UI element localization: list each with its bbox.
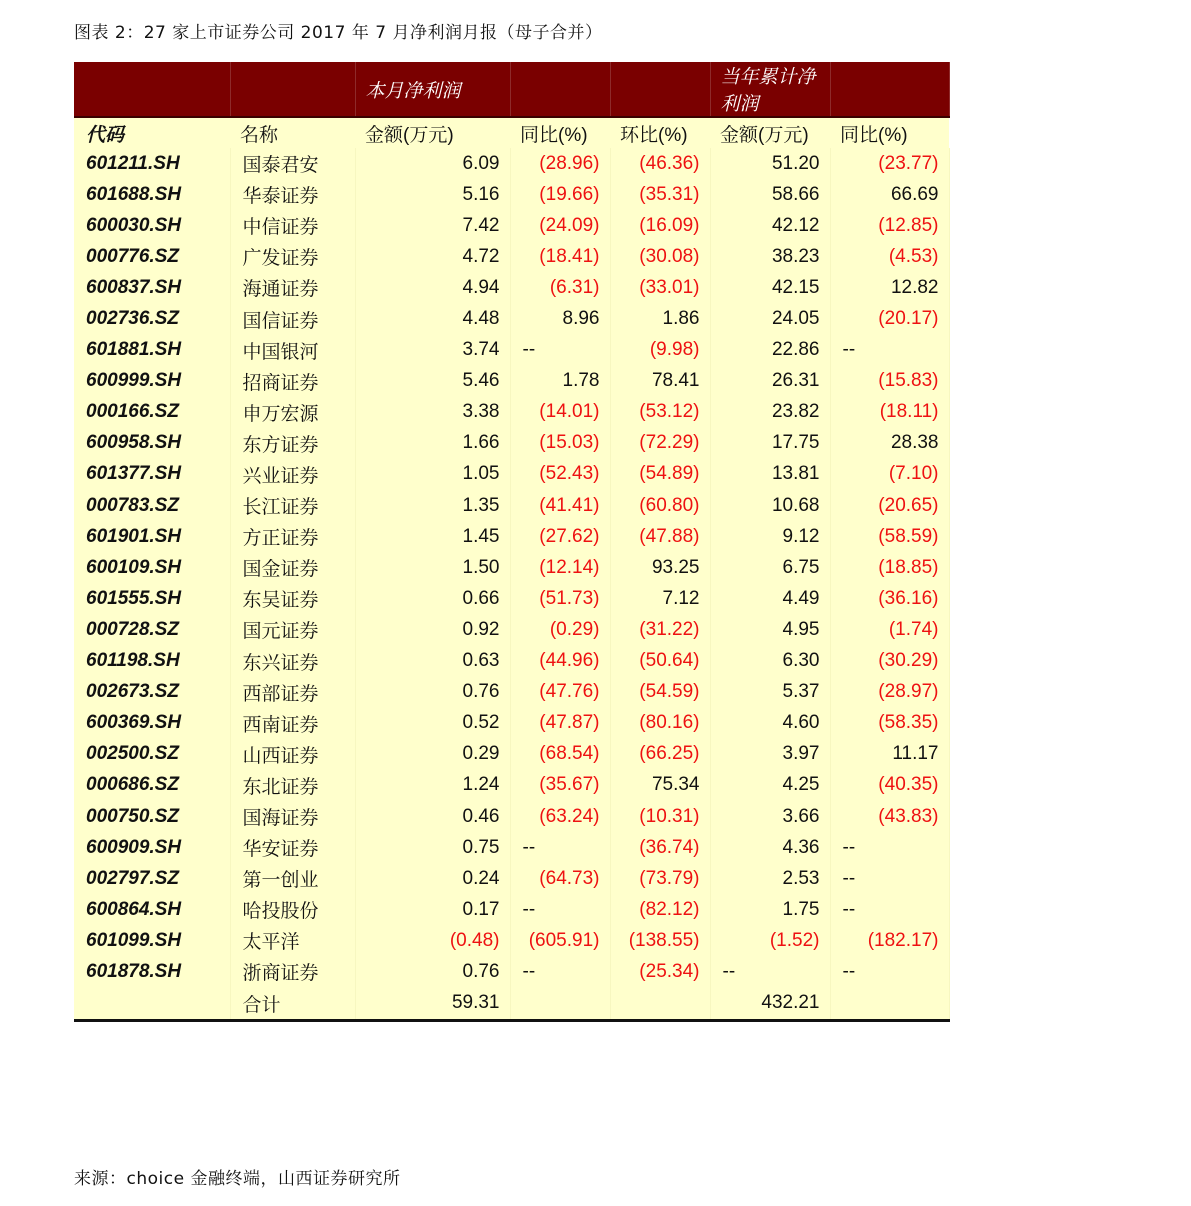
group-header-blank (830, 62, 949, 117)
cell-code: 601901.SH (74, 521, 230, 552)
cell-name: 申万宏源 (230, 397, 355, 428)
col-header-ytd-yoy: 同比(%) (830, 117, 949, 148)
cell-month-amount: 0.92 (355, 614, 510, 645)
cell-month-yoy: (15.03) (510, 428, 610, 459)
cell-ytd-yoy: 11.17 (830, 739, 949, 770)
cell-ytd-amount: 22.86 (710, 335, 830, 366)
cell-month-mom: (30.08) (610, 241, 710, 272)
cell-name: 东兴证券 (230, 646, 355, 677)
cell-code: 601555.SH (74, 583, 230, 614)
cell-month-yoy: (64.73) (510, 863, 610, 894)
cell-month-amount: 4.72 (355, 241, 510, 272)
cell-month-yoy: (6.31) (510, 272, 610, 303)
cell-ytd-amount: 51.20 (710, 148, 830, 179)
cell-month-mom: (31.22) (610, 614, 710, 645)
cell-code: 000783.SZ (74, 490, 230, 521)
cell-ytd-amount: 4.49 (710, 583, 830, 614)
cell-month-yoy: (12.14) (510, 552, 610, 583)
cell-code: 002797.SZ (74, 863, 230, 894)
cell-month-amount: 5.16 (355, 179, 510, 210)
cell-code: 601377.SH (74, 459, 230, 490)
cell-month-mom: (16.09) (610, 210, 710, 241)
table-row (74, 303, 949, 334)
cell-name: 中国银河 (230, 335, 355, 366)
cell-ytd-yoy: (4.53) (830, 241, 949, 272)
cell-name: 国泰君安 (230, 148, 355, 179)
cell-month-amount: 3.74 (355, 335, 510, 366)
cell-ytd-amount: 4.95 (710, 614, 830, 645)
group-header-ytd: 当年累计净利润 (710, 62, 830, 117)
cell-ytd-amount: 42.12 (710, 210, 830, 241)
cell-name: 兴业证券 (230, 459, 355, 490)
cell-ytd-yoy: (18.11) (830, 397, 949, 428)
cell-month-mom: (36.74) (610, 832, 710, 863)
table-row (74, 894, 949, 925)
cell-month-mom: 75.34 (610, 770, 710, 801)
cell-ytd-yoy: -- (830, 335, 949, 366)
cell-ytd-yoy: (15.83) (830, 366, 949, 397)
cell-name: 广发证券 (230, 241, 355, 272)
table-row (74, 646, 949, 677)
cell-month-mom: (66.25) (610, 739, 710, 770)
cell-ytd-amount: 4.60 (710, 708, 830, 739)
cell-name: 东吴证券 (230, 583, 355, 614)
table-row (74, 677, 949, 708)
cell-ytd-amount: 42.15 (710, 272, 830, 303)
cell-ytd-yoy: (20.65) (830, 490, 949, 521)
cell-month-amount: 0.63 (355, 646, 510, 677)
cell-ytd-yoy: (36.16) (830, 583, 949, 614)
cell-month-yoy: (47.76) (510, 677, 610, 708)
cell-month-amount: 1.05 (355, 459, 510, 490)
cell-name: 国金证券 (230, 552, 355, 583)
table-row (74, 708, 949, 739)
table-row (74, 614, 949, 645)
cell-month-mom: (10.31) (610, 801, 710, 832)
cell-month-yoy: (51.73) (510, 583, 610, 614)
cell-code: 600999.SH (74, 366, 230, 397)
cell-name: 国元证券 (230, 614, 355, 645)
cell-month-yoy: (24.09) (510, 210, 610, 241)
cell-month-yoy: -- (510, 832, 610, 863)
cell-ytd-yoy: (20.17) (830, 303, 949, 334)
cell-month-yoy: (44.96) (510, 646, 610, 677)
cell-code: 601211.SH (74, 148, 230, 179)
cell-month-yoy: (605.91) (510, 925, 610, 956)
cell-ytd-yoy: (28.97) (830, 677, 949, 708)
cell-code: 600958.SH (74, 428, 230, 459)
cell-name: 第一创业 (230, 863, 355, 894)
cell-ytd-amount: 432.21 (710, 988, 830, 1021)
cell-ytd-yoy: -- (830, 863, 949, 894)
cell-month-amount: 0.66 (355, 583, 510, 614)
cell-code: 002736.SZ (74, 303, 230, 334)
cell-ytd-amount: 24.05 (710, 303, 830, 334)
cell-month-amount: 0.46 (355, 801, 510, 832)
table-row (74, 583, 949, 614)
cell-month-amount: (0.48) (355, 925, 510, 956)
cell-month-mom: (60.80) (610, 490, 710, 521)
cell-month-amount: 0.17 (355, 894, 510, 925)
col-header-month-yoy: 同比(%) (510, 117, 610, 148)
cell-month-mom: (9.98) (610, 335, 710, 366)
cell-code: 000686.SZ (74, 770, 230, 801)
cell-ytd-amount: 4.36 (710, 832, 830, 863)
cell-name: 太平洋 (230, 925, 355, 956)
cell-ytd-amount: 3.97 (710, 739, 830, 770)
cell-month-amount: 0.75 (355, 832, 510, 863)
cell-ytd-yoy: (58.59) (830, 521, 949, 552)
group-header-monthly: 本月净利润 (355, 62, 510, 117)
cell-name: 国信证券 (230, 303, 355, 334)
cell-month-yoy: (18.41) (510, 241, 610, 272)
cell-ytd-yoy: (182.17) (830, 925, 949, 956)
cell-name: 哈投股份 (230, 894, 355, 925)
cell-month-yoy: (0.29) (510, 614, 610, 645)
cell-code: 600837.SH (74, 272, 230, 303)
cell-ytd-yoy: (7.10) (830, 459, 949, 490)
cell-ytd-yoy: -- (830, 832, 949, 863)
cell-month-mom: (46.36) (610, 148, 710, 179)
cell-code: 601688.SH (74, 179, 230, 210)
table-row (74, 241, 949, 272)
cell-code: 600369.SH (74, 708, 230, 739)
cell-ytd-yoy: (58.35) (830, 708, 949, 739)
total-row (74, 988, 949, 1021)
cell-month-mom: (82.12) (610, 894, 710, 925)
cell-month-amount: 0.76 (355, 677, 510, 708)
table-row (74, 552, 949, 583)
cell-ytd-amount: 3.66 (710, 801, 830, 832)
cell-ytd-yoy: (40.35) (830, 770, 949, 801)
cell-month-mom: (73.79) (610, 863, 710, 894)
col-header-month-amount: 金额(万元) (355, 117, 510, 148)
cell-month-yoy: 1.78 (510, 366, 610, 397)
cell-ytd-yoy: (23.77) (830, 148, 949, 179)
cell-code: 600909.SH (74, 832, 230, 863)
cell-month-amount: 0.52 (355, 708, 510, 739)
cell-month-yoy: -- (510, 894, 610, 925)
cell-month-mom: (53.12) (610, 397, 710, 428)
cell-month-amount: 6.09 (355, 148, 510, 179)
table-row (74, 335, 949, 366)
cell-ytd-amount: (1.52) (710, 925, 830, 956)
table-row (74, 148, 949, 179)
cell-month-mom: (25.34) (610, 956, 710, 987)
col-header-ytd-amount: 金额(万元) (710, 117, 830, 148)
table-row (74, 179, 949, 210)
cell-code: 000776.SZ (74, 241, 230, 272)
cell-month-mom: (47.88) (610, 521, 710, 552)
cell-code: 000750.SZ (74, 801, 230, 832)
cell-name: 方正证券 (230, 521, 355, 552)
table-row (74, 770, 949, 801)
cell-month-mom: (33.01) (610, 272, 710, 303)
cell-code: 000166.SZ (74, 397, 230, 428)
cell-code: 601099.SH (74, 925, 230, 956)
column-header-row (74, 117, 949, 148)
cell-ytd-yoy: (12.85) (830, 210, 949, 241)
cell-name: 招商证券 (230, 366, 355, 397)
cell-ytd-amount: 17.75 (710, 428, 830, 459)
cell-month-mom: (54.89) (610, 459, 710, 490)
cell-month-yoy: 8.96 (510, 303, 610, 334)
cell-month-amount: 1.45 (355, 521, 510, 552)
cell-ytd-yoy: (1.74) (830, 614, 949, 645)
cell-month-amount: 3.38 (355, 397, 510, 428)
cell-month-yoy: -- (510, 956, 610, 987)
cell-code: 002500.SZ (74, 739, 230, 770)
cell-code: 601198.SH (74, 646, 230, 677)
cell-ytd-amount: 58.66 (710, 179, 830, 210)
cell-month-amount: 4.94 (355, 272, 510, 303)
cell-month-mom: (35.31) (610, 179, 710, 210)
cell-ytd-yoy: -- (830, 894, 949, 925)
cell-name: 华安证券 (230, 832, 355, 863)
cell-ytd-amount: -- (710, 956, 830, 987)
cell-name: 中信证券 (230, 210, 355, 241)
cell-name: 山西证券 (230, 739, 355, 770)
cell-ytd-amount: 2.53 (710, 863, 830, 894)
cell-code: 000728.SZ (74, 614, 230, 645)
table-body (74, 148, 949, 1020)
cell-month-yoy: (27.62) (510, 521, 610, 552)
cell-ytd-amount: 1.75 (710, 894, 830, 925)
cell-ytd-amount: 23.82 (710, 397, 830, 428)
cell-name: 东北证券 (230, 770, 355, 801)
cell-month-amount: 5.46 (355, 366, 510, 397)
cell-name: 长江证券 (230, 490, 355, 521)
net-profit-table (74, 62, 950, 1022)
cell-month-mom: (80.16) (610, 708, 710, 739)
cell-ytd-amount: 26.31 (710, 366, 830, 397)
cell-ytd-amount: 6.30 (710, 646, 830, 677)
group-header-blank (74, 62, 230, 117)
cell-code: 600864.SH (74, 894, 230, 925)
cell-month-yoy (510, 988, 610, 1021)
cell-month-amount: 0.24 (355, 863, 510, 894)
cell-ytd-amount: 4.25 (710, 770, 830, 801)
cell-ytd-yoy: -- (830, 956, 949, 987)
cell-name: 西部证券 (230, 677, 355, 708)
table-row (74, 832, 949, 863)
table-row (74, 739, 949, 770)
table-row (74, 801, 949, 832)
cell-ytd-amount: 5.37 (710, 677, 830, 708)
table-row (74, 490, 949, 521)
cell-ytd-yoy: 28.38 (830, 428, 949, 459)
table-row (74, 521, 949, 552)
col-header-name: 名称 (230, 117, 355, 148)
cell-name: 西南证券 (230, 708, 355, 739)
cell-ytd-yoy: (18.85) (830, 552, 949, 583)
cell-month-yoy: (19.66) (510, 179, 610, 210)
table-row (74, 366, 949, 397)
cell-ytd-amount: 9.12 (710, 521, 830, 552)
cell-name: 国海证券 (230, 801, 355, 832)
cell-month-amount: 0.29 (355, 739, 510, 770)
cell-month-mom: 7.12 (610, 583, 710, 614)
cell-name: 华泰证券 (230, 179, 355, 210)
cell-month-yoy: (41.41) (510, 490, 610, 521)
cell-month-amount: 4.48 (355, 303, 510, 334)
cell-month-yoy: (35.67) (510, 770, 610, 801)
cell-month-amount: 1.66 (355, 428, 510, 459)
group-header-blank (510, 62, 610, 117)
cell-month-mom: 93.25 (610, 552, 710, 583)
cell-month-mom: 1.86 (610, 303, 710, 334)
table-row (74, 272, 949, 303)
cell-code: 601878.SH (74, 956, 230, 987)
cell-month-mom (610, 988, 710, 1021)
figure-title: 图表 2：27 家上市证券公司 2017 年 7 月净利润月报（母子合并） (74, 23, 603, 43)
group-header-row (74, 62, 949, 117)
cell-month-yoy: (47.87) (510, 708, 610, 739)
table-row (74, 956, 949, 987)
cell-ytd-amount: 13.81 (710, 459, 830, 490)
cell-month-mom: (72.29) (610, 428, 710, 459)
cell-month-yoy: (14.01) (510, 397, 610, 428)
cell-code: 601881.SH (74, 335, 230, 366)
group-header-blank (230, 62, 355, 117)
cell-month-yoy: -- (510, 335, 610, 366)
cell-month-amount: 1.50 (355, 552, 510, 583)
table-row (74, 459, 949, 490)
cell-month-mom: 78.41 (610, 366, 710, 397)
table-row (74, 925, 949, 956)
cell-name: 海通证券 (230, 272, 355, 303)
cell-ytd-yoy: (43.83) (830, 801, 949, 832)
cell-code: 600109.SH (74, 552, 230, 583)
cell-ytd-yoy: 12.82 (830, 272, 949, 303)
cell-month-yoy: (68.54) (510, 739, 610, 770)
cell-month-amount: 0.76 (355, 956, 510, 987)
cell-month-amount: 1.24 (355, 770, 510, 801)
cell-month-yoy: (52.43) (510, 459, 610, 490)
table-row (74, 397, 949, 428)
source-note: 来源：choice 金融终端，山西证券研究所 (74, 1169, 401, 1189)
cell-month-yoy: (28.96) (510, 148, 610, 179)
table-row (74, 210, 949, 241)
cell-name: 东方证券 (230, 428, 355, 459)
col-header-month-mom: 环比(%) (610, 117, 710, 148)
cell-ytd-yoy: 66.69 (830, 179, 949, 210)
cell-month-mom: (54.59) (610, 677, 710, 708)
cell-ytd-yoy (830, 988, 949, 1021)
col-header-code: 代码 (74, 117, 230, 148)
cell-month-mom: (138.55) (610, 925, 710, 956)
cell-code (74, 988, 230, 1021)
group-header-blank (610, 62, 710, 117)
cell-code: 002673.SZ (74, 677, 230, 708)
cell-ytd-yoy: (30.29) (830, 646, 949, 677)
cell-ytd-amount: 10.68 (710, 490, 830, 521)
cell-month-mom: (50.64) (610, 646, 710, 677)
cell-month-amount: 7.42 (355, 210, 510, 241)
cell-name: 合计 (230, 988, 355, 1021)
cell-ytd-amount: 6.75 (710, 552, 830, 583)
table-row (74, 428, 949, 459)
cell-ytd-amount: 38.23 (710, 241, 830, 272)
cell-name: 浙商证券 (230, 956, 355, 987)
cell-month-amount: 1.35 (355, 490, 510, 521)
table-row (74, 863, 949, 894)
cell-month-yoy: (63.24) (510, 801, 610, 832)
cell-month-amount: 59.31 (355, 988, 510, 1021)
cell-code: 600030.SH (74, 210, 230, 241)
